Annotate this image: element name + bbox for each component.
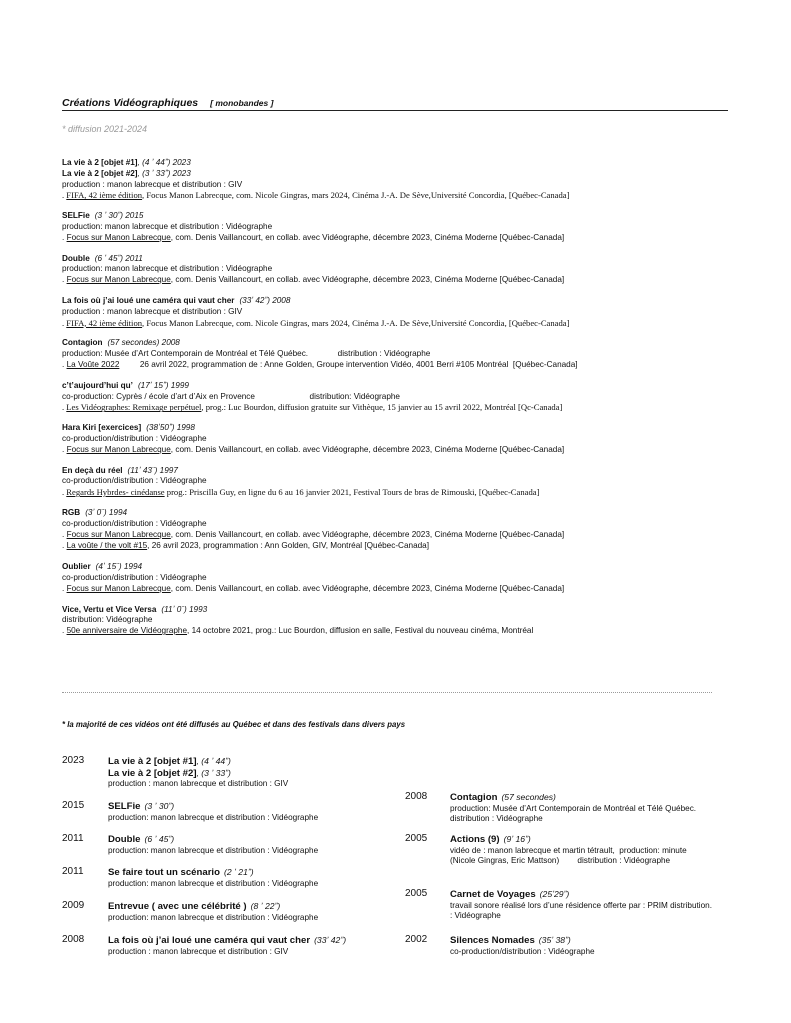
- video-entry: [62, 605, 752, 637]
- screening-details: , com. Denis Vaillancourt, en collab. avec Vidéographe, décembre 2023, Cinéma Moderne [Québec-Canada]: [170, 444, 565, 454]
- footnote: * la majorité de ces vidéos ont été diffusés au Québec et dans des festivals dans divers pays: [62, 720, 406, 729]
- screening-link[interactable]: Les Vidéographes: Remixage perpétuel: [66, 402, 202, 413]
- timeline-title: SELFie: [108, 801, 141, 812]
- video-entry: [62, 338, 752, 370]
- timeline-duration: (9ʼ 16ˮ): [503, 834, 531, 844]
- video-entry: [62, 254, 752, 286]
- timeline-title: Carnet de Voyages: [450, 889, 536, 900]
- timeline-year: 2005: [405, 888, 428, 899]
- screening-line: . Regards Hybrdes- cinédanse prog.: Priscilla Guy, en ligne du 6 au 16 janvier 2021, Festival Tours de bras de Rimouski, [Québec-Canada]: [62, 487, 540, 498]
- timeline-duration: (33ʼ 42ˮ): [314, 935, 347, 945]
- screening-line: . FIFA, 42 ième édition, Focus Manon Labrecque, com. Nicole Gingras, mars 2024, Cinéma J.-A. De Sève,Université Concordia, [Québec-Canada]: [62, 317, 570, 328]
- timeline-duration: (25ʼ29ˮ): [539, 889, 570, 899]
- screening-link[interactable]: FIFA, 42 ième édition: [66, 317, 143, 328]
- screening-details: , 26 avril 2023, programmation : Ann Golden, GIV, Montréal [Québec-Canada]: [147, 541, 430, 551]
- video-title: En deçà du réel: [62, 465, 123, 475]
- video-title: SELFie: [62, 211, 90, 221]
- video-duration: (4ʼ 15¨) 1994: [95, 562, 143, 572]
- screening-details: , Focus Manon Labrecque, com. Nicole Gingras, mars 2024, Cinéma J.-A. De Sève,Université Concordia, [Québec-Canada]: [142, 190, 570, 201]
- timeline-title: Actions (9): [450, 834, 500, 845]
- video-title: La vie à 2 [objet #1]: [62, 158, 138, 167]
- screening-details: 26 avril 2022, programmation de : Anne Golden, Groupe intervention Vidéo, 4001 Berri #105 Montréal [Québec-Canada]: [119, 359, 578, 369]
- section-heading: [62, 97, 728, 111]
- video-title: La vie à 2 [objet #2]: [62, 168, 138, 178]
- timeline-year: 2023: [62, 755, 85, 766]
- production-line: co-production/distribution : Vidéographe: [62, 572, 207, 582]
- timeline-year: 2015: [62, 800, 85, 811]
- screening-line: . La voûte / the volt #15, 26 avril 2023, programmation : Ann Golden, GIV, Montréal [Québec-Canada]: [62, 541, 430, 551]
- video-duration: (57 secondes) 2008: [107, 338, 180, 348]
- timeline-title: La fois où j’ai loué une caméra qui vaut cher: [108, 935, 311, 946]
- timeline-title: Entrevue ( avec une célébrité ): [108, 901, 247, 912]
- production-line: co-production/distribution : Vidéographe: [62, 518, 207, 528]
- video-entry: [62, 381, 752, 413]
- video-title: La fois où j’ai loué une caméra qui vaut cher: [62, 295, 235, 305]
- timeline-title: La vie à 2 [objet #2]: [108, 767, 197, 779]
- timeline-description: production: manon labrecque et distribution : Vidéographe: [108, 845, 319, 855]
- screening-line: . Focus sur Manon Labrecque, com. Denis Vaillancourt, en collab. avec Vidéographe, décembre 2023, Cinéma Moderne [Québec-Canada]: [62, 529, 565, 539]
- timeline-year: 2009: [62, 900, 85, 911]
- video-duration: (38ʼ50ˮ) 1998: [146, 423, 195, 433]
- screening-link[interactable]: 50e anniversaire de Vidéographe: [66, 626, 188, 636]
- timeline-description: production: manon labrecque et distribution : Vidéographe: [108, 912, 319, 922]
- video-title: RGB: [62, 507, 81, 517]
- timeline-duration: (3 ʼ 30ˮ): [144, 801, 175, 811]
- video-entry: [62, 158, 752, 201]
- screening-line: . FIFA, 42 ième édition, Focus Manon Labrecque, com. Nicole Gingras, mars 2024, Cinéma J.-A. De Sève,Université Concordia, [Québec-Canada]: [62, 190, 570, 201]
- video-title: Vice, Vertu et Vice Versa: [62, 604, 157, 614]
- screening-details: , prog.: Luc Bourdon, diffusion gratuite sur Vithèque, 15 janvier au 15 avril 2022, Montréal [Qc-Canada]: [201, 402, 563, 413]
- timeline-year: 2002: [405, 934, 428, 945]
- video-entries: [62, 158, 752, 647]
- screening-link[interactable]: Focus sur Manon Labrecque: [66, 444, 171, 454]
- video-title: Hara Kiri [exercices]: [62, 423, 142, 433]
- video-duration: , (4 ʼ 44ˮ) 2023: [137, 158, 191, 167]
- screening-details: , com. Denis Vaillancourt, en collab. avec Vidéographe, décembre 2023, Cinéma Moderne [Québec-Canada]: [170, 583, 565, 593]
- production-line: co-production: Cyprès / école d’art d’Aix en Provence distribution: Vidéographe: [62, 391, 400, 401]
- timeline-year: 2008: [62, 934, 85, 945]
- video-entry: [62, 466, 752, 498]
- production-line: co-production/distribution : Vidéographe: [62, 433, 207, 443]
- screening-link[interactable]: FIFA, 42 ième édition: [66, 190, 143, 201]
- screening-link[interactable]: Focus sur Manon Labrecque: [66, 583, 171, 593]
- screening-details: , com. Denis Vaillancourt, en collab. avec Vidéographe, décembre 2023, Cinéma Moderne [Québec-Canada]: [170, 275, 565, 285]
- screening-details: prog.: Priscilla Guy, en ligne du 6 au 16 janvier 2021, Festival Tours de bras de Rimouski, [Québec-Canada]: [164, 487, 540, 498]
- video-title: Double: [62, 253, 90, 263]
- timeline-duration: (6 ʼ 45ˮ): [144, 834, 175, 844]
- timeline-title: Contagion: [450, 792, 498, 803]
- production-line: co-production/distribution : Vidéographe: [62, 476, 207, 486]
- screening-line: . Focus sur Manon Labrecque, com. Denis Vaillancourt, en collab. avec Vidéographe, décembre 2023, Cinéma Moderne [Québec-Canada]: [62, 275, 565, 285]
- screening-details: , com. Denis Vaillancourt, en collab. avec Vidéographe, décembre 2023, Cinéma Moderne [Québec-Canada]: [170, 529, 565, 539]
- screening-link[interactable]: Focus sur Manon Labrecque: [66, 232, 171, 242]
- timeline-description: production: manon labrecque et distribution : Vidéographe: [108, 812, 319, 822]
- production-line: production: manon labrecque et distribution : Vidéographe: [62, 264, 273, 274]
- timeline-description: co-production/distribution : Vidéographe: [450, 946, 595, 956]
- diffusion-period: * diffusion 2021-2024: [62, 124, 148, 134]
- timeline-duration: (8 ʼ 22ˮ): [250, 901, 281, 911]
- video-duration: (11ʼ 43¨) 1997: [127, 465, 178, 475]
- video-title: Oublier: [62, 562, 91, 572]
- video-duration: (17ʼ 15ˮ) 1999: [137, 380, 189, 390]
- dotted-divider: [62, 692, 712, 693]
- video-duration: (3ʼ 0¨) 1994: [85, 507, 128, 517]
- video-duration: (6 ʼ 45ˮ) 2011: [94, 253, 143, 263]
- video-entry: [62, 211, 752, 243]
- screening-line: . Focus sur Manon Labrecque, com. Denis Vaillancourt, en collab. avec Vidéographe, décembre 2023, Cinéma Moderne [Québec-Canada]: [62, 444, 565, 454]
- timeline-year: 2008: [405, 791, 428, 802]
- timeline-title: Silences Nomades: [450, 935, 535, 946]
- production-line: production: manon labrecque et distribution : Vidéographe: [62, 221, 273, 231]
- video-duration: , (3 ʼ 33ˮ) 2023: [137, 168, 191, 178]
- screening-details: , com. Denis Vaillancourt, en collab. avec Vidéographe, décembre 2023, Cinéma Moderne [Québec-Canada]: [170, 232, 565, 242]
- screening-details: , Focus Manon Labrecque, com. Nicole Gingras, mars 2024, Cinéma J.-A. De Sève,Université Concordia, [Québec-Canada]: [142, 317, 570, 328]
- video-duration: (3 ʼ 30ˮ) 2015: [94, 211, 144, 221]
- screening-link[interactable]: La voûte / the volt #15: [66, 541, 148, 551]
- production-line: production : manon labrecque et distribution : GIV: [62, 179, 243, 189]
- screening-link[interactable]: La Voûte 2022: [66, 359, 120, 369]
- production-line: production: Musée d’Art Contemporain de Montréal et Télé Québec. distribution : Vidéographe: [62, 349, 431, 359]
- screening-link[interactable]: Regards Hybrdes- cinédanse: [66, 487, 165, 498]
- screening-line: . Les Vidéographes: Remixage perpétuel, prog.: Luc Bourdon, diffusion gratuite sur Vithèque, 15 janvier au 15 avril 2022, Montréal [Qc-Canada]: [62, 402, 563, 413]
- video-entry: [62, 508, 752, 552]
- timeline-year: 2011: [62, 866, 84, 877]
- timeline-description: production : manon labrecque et distribution : GIV: [108, 946, 289, 956]
- timeline-description: production: Musée d’Art Contemporain de Montréal et Télé Québec. distribution : Vidéographe: [450, 803, 697, 823]
- timeline-year: 2011: [62, 833, 84, 844]
- timeline-duration: , (4 ʼ 44ˮ): [196, 756, 231, 766]
- video-duration: (11ʼ 0¨) 1993: [161, 604, 208, 614]
- timeline-title: Se faire tout un scénario: [108, 867, 220, 878]
- video-entry: [62, 562, 752, 594]
- video-title: c’t’aujourd’hui qu’: [62, 380, 133, 390]
- timeline-description: production : manon labrecque et distribution : GIV: [108, 779, 289, 788]
- production-line: production : manon labrecque et distribution : GIV: [62, 306, 243, 316]
- timeline-description: travail sonore réalisé lors d’une résidence offerte par : PRIM distribution. : Vidéographe: [450, 900, 712, 920]
- screening-link[interactable]: Focus sur Manon Labrecque: [66, 275, 171, 285]
- timeline-description: production: manon labrecque et distribution : Vidéographe: [108, 878, 319, 888]
- section-title: Créations Vidéographiques: [62, 97, 199, 109]
- screening-details: , 14 octobre 2021, prog.: Luc Bourdon, diffusion en salle, Festival du nouveau cinéma, Montréal: [187, 626, 534, 636]
- timeline-duration: (57 secondes): [501, 792, 556, 802]
- timeline-duration: (35ʼ 38ˮ): [538, 935, 571, 945]
- screening-line: . La Voûte 2022 26 avril 2022, programmation de : Anne Golden, Groupe intervention Vidéo, 4001 Berri #105 Montréal [Québec-Canada]: [62, 359, 578, 369]
- timeline-year: 2005: [405, 833, 428, 844]
- timeline-duration: (2 ʼ 21ˮ): [223, 867, 254, 877]
- video-duration: (33ʼ 42ˮ) 2008: [239, 295, 291, 305]
- timeline-duration: , (3 ʼ 33ˮ): [196, 767, 231, 778]
- screening-line: . Focus sur Manon Labrecque, com. Denis Vaillancourt, en collab. avec Vidéographe, décembre 2023, Cinéma Moderne [Québec-Canada]: [62, 583, 565, 593]
- timeline-description: vidéo de : manon labrecque et martin tétrault, production: minute (Nicole Gingras, Eric Mattson) distribution : Vidéographe: [450, 845, 692, 865]
- timeline-title: Double: [108, 834, 141, 845]
- video-title: Contagion: [62, 338, 103, 348]
- section-subtitle: [ monobandes ]: [210, 98, 274, 108]
- screening-line: . Focus sur Manon Labrecque, com. Denis Vaillancourt, en collab. avec Vidéographe, décembre 2023, Cinéma Moderne [Québec-Canada]: [62, 232, 565, 242]
- video-entry: [62, 296, 752, 328]
- video-entry: [62, 423, 752, 455]
- screening-line: . 50e anniversaire de Vidéographe, 14 octobre 2021, prog.: Luc Bourdon, diffusion en salle, Festival du nouveau cinéma, Montréal: [62, 626, 534, 636]
- timeline-title: La vie à 2 [objet #1]: [108, 756, 197, 767]
- screening-link[interactable]: Focus sur Manon Labrecque: [66, 529, 171, 539]
- production-line: distribution: Vidéographe: [62, 615, 153, 625]
